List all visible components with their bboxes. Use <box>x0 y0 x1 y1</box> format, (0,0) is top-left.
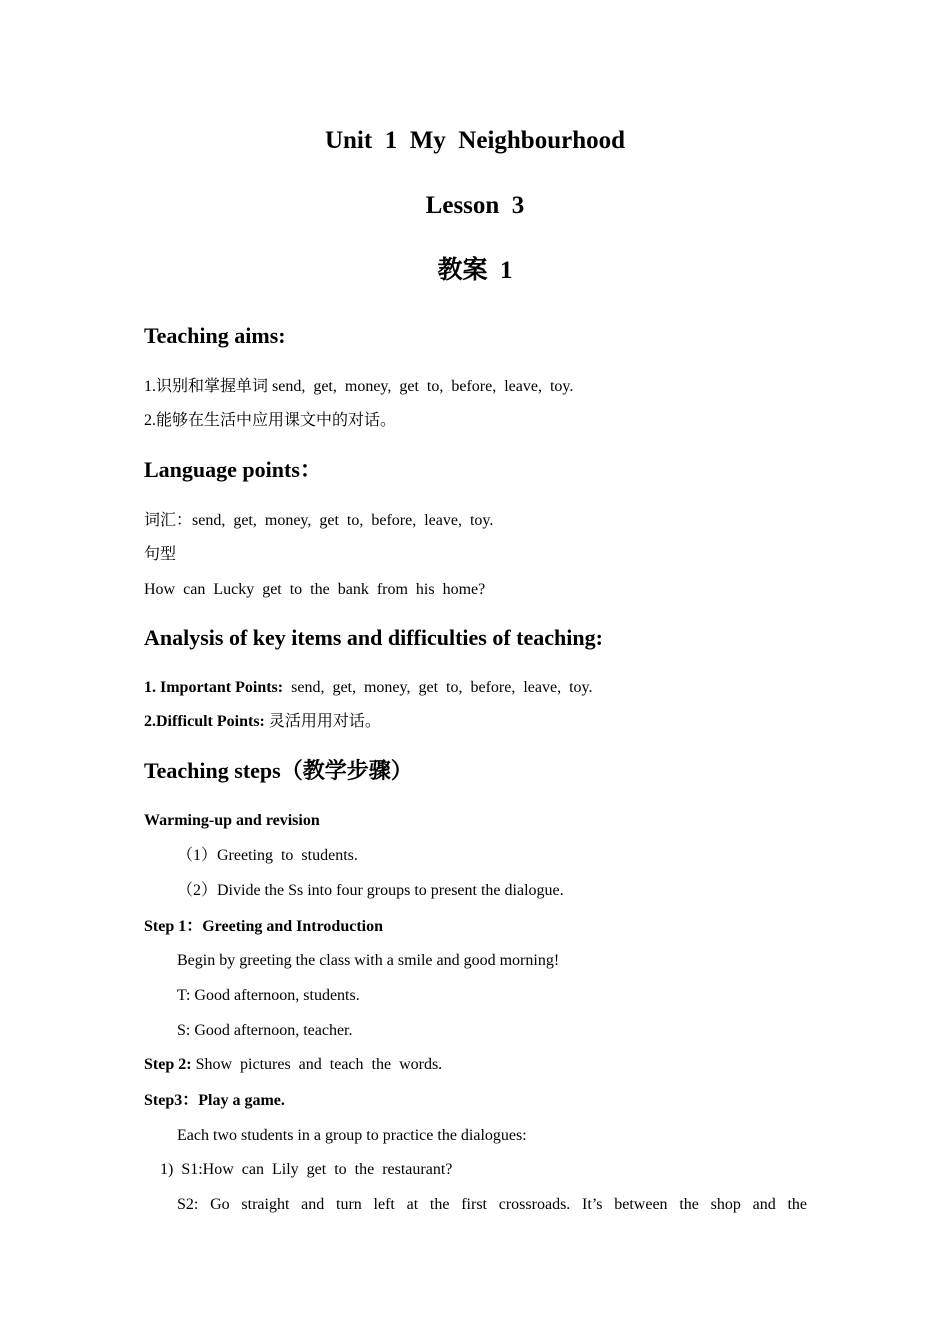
dialog-1-answer-word: and <box>752 1196 776 1213</box>
dialog-1-answer-word: the <box>679 1196 699 1213</box>
dialog-1-question: 1) S1:How can Lily get to the restaurant? <box>160 1161 453 1178</box>
dialog-1-answer-word: Go <box>210 1196 230 1213</box>
difficult-label: 2.Difficult Points: <box>144 713 265 730</box>
dialog-1-answer-word: crossroads. <box>498 1196 571 1213</box>
step3-intro: Each two students in a group to practice the dialogues: <box>177 1127 527 1144</box>
lesson-title: Lesson 3 <box>425 192 525 219</box>
pattern-sentence: How can Lucky get to the bank from his home? <box>144 581 486 598</box>
dialog-1-answer-word: at <box>406 1196 419 1213</box>
aims-heading: Teaching aims: <box>144 323 286 348</box>
dialog-1-answer-word: first <box>461 1196 487 1213</box>
step2-text: Show pictures and teach the words. <box>191 1056 443 1073</box>
dialog-1-answer <box>177 1197 807 1213</box>
plan-title: 教案 1 <box>437 257 513 284</box>
step1-label: Step 1：Greeting and Introduction <box>144 918 383 935</box>
vocabulary-line: 词汇：send, get, money, get to, before, leave, toy. <box>144 512 494 529</box>
dialog-1-answer-word: the <box>787 1196 807 1213</box>
dialog-1-answer-word: turn <box>336 1196 362 1213</box>
important-label: 1. Important Points: <box>144 679 284 696</box>
step3-label: Step3：Play a game. <box>144 1092 285 1109</box>
difficult-text: 灵活用用对话。 <box>264 713 381 730</box>
dialog-1-answer-word: and <box>301 1196 325 1213</box>
unit-title: Unit 1 My Neighbourhood <box>324 127 626 154</box>
dialog-1-answer-word: S2: <box>177 1196 199 1213</box>
dialog-1-answer-word: the <box>429 1196 450 1213</box>
dialog-1-answer-word: It’s <box>582 1196 603 1213</box>
analysis-heading: Analysis of key items and difficulties of teaching: <box>144 625 603 650</box>
aim-item-1: 1.识别和掌握单词 send, get, money, get to, before, leave, toy. <box>144 378 574 395</box>
step2-label: Step 2: <box>144 1056 192 1073</box>
warming-item-2: （2）Divide the Ss into four groups to present the dialogue. <box>177 882 564 899</box>
important-points <box>144 680 593 696</box>
step2-line <box>144 1057 442 1073</box>
dialog-1-answer-word: straight <box>241 1196 290 1213</box>
dialog-1-answer-word: shop <box>710 1196 741 1213</box>
language-heading: Language points： <box>144 457 322 482</box>
step1-line-3: S: Good afternoon, teacher. <box>177 1022 353 1039</box>
pattern-label: 句型 <box>144 546 177 563</box>
step1-line-1: Begin by greeting the class with a smile and good morning! <box>177 952 560 969</box>
step1-line-2: T: Good afternoon, students. <box>177 987 360 1004</box>
dialog-1-answer-word: left <box>373 1196 395 1213</box>
warming-label: Warming-up and revision <box>144 812 320 829</box>
important-text: send, get, money, get to, before, leave, toy. <box>283 679 593 696</box>
dialog-1-answer-word: between <box>614 1196 668 1213</box>
steps-heading: Teaching steps（教学步骤） <box>144 758 413 783</box>
warming-item-1: （1）Greeting to students. <box>177 847 358 864</box>
aim-item-2: 2.能够在生活中应用课文中的对话。 <box>144 412 397 429</box>
difficult-points <box>144 714 381 730</box>
